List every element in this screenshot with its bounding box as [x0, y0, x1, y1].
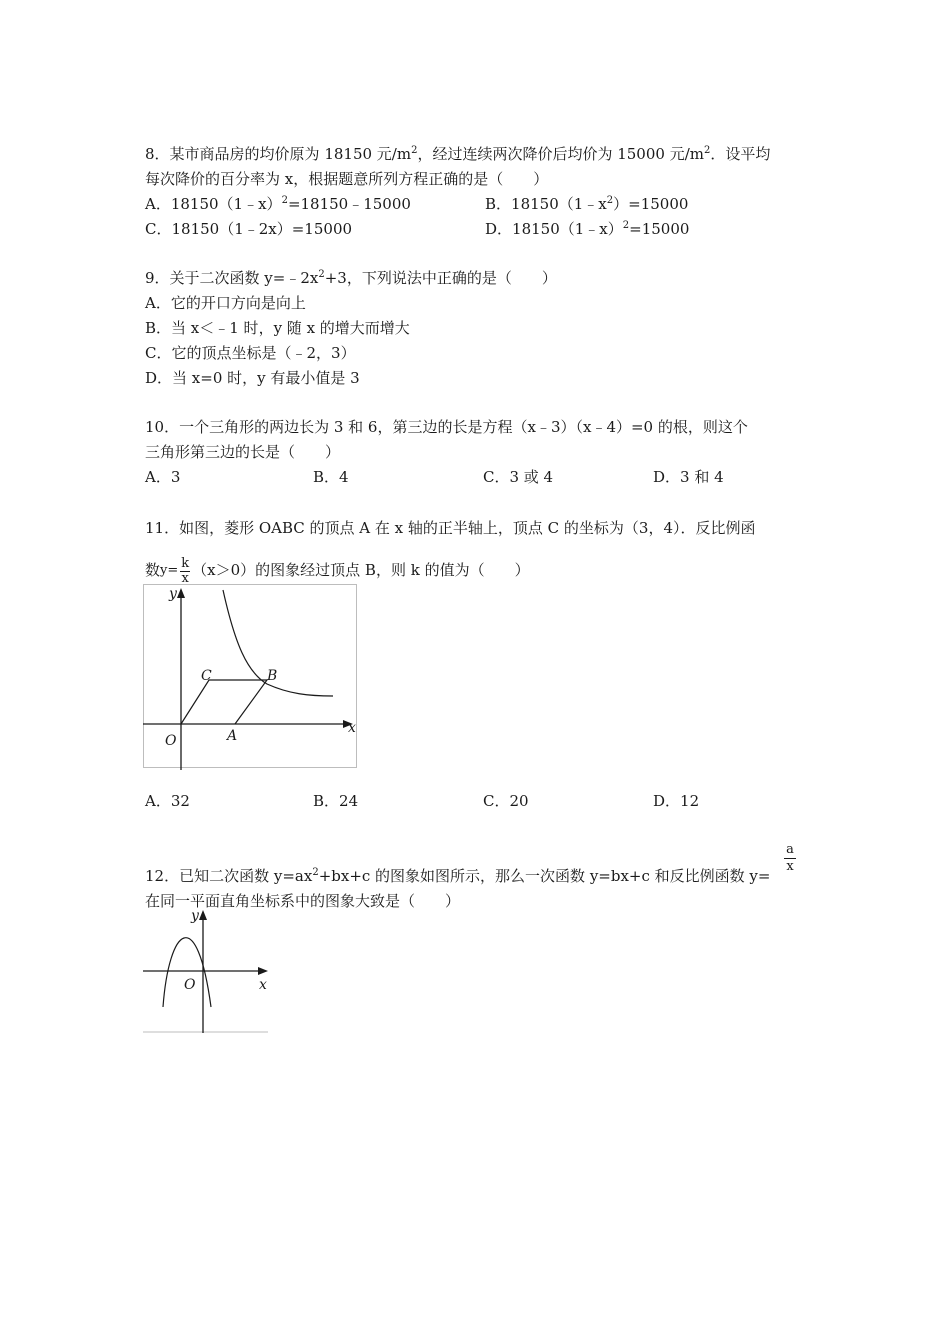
q12-stem-line2: 在同一平面直角坐标系中的图象大致是（ ） [145, 892, 461, 910]
q8-option-a-text: =18150﹣15000 [287, 195, 411, 213]
q8-option-b-sup: 2 [606, 195, 614, 206]
q11-y-arrow [177, 588, 185, 598]
q8-option-a-sup: 2 [281, 195, 288, 206]
q8-option-a [145, 194, 411, 214]
q8-option-c: C．18150（1﹣2x）=15000 [145, 220, 353, 238]
q11-frac-lhs: y= [160, 563, 179, 578]
q8-option-b-text: B．18150（1﹣x [485, 195, 607, 213]
q11-label-c: C [201, 668, 212, 684]
q12-label-x: x [259, 977, 267, 993]
q9-option-c: C．它的顶点坐标是（﹣2，3） [145, 344, 356, 362]
q10-option-d: D．3 和 4 [653, 468, 724, 486]
q11-rhombus [181, 680, 267, 724]
q8-option-d-sup: 2 [622, 220, 630, 231]
q12-sup: 2 [312, 867, 319, 878]
q12-x-arrow [258, 967, 268, 975]
q9-sup: 2 [318, 269, 325, 280]
q11-label-b: B [267, 668, 278, 684]
q12-text: +bx+c 的图象如图所示，那么一次函数 y=bx+c 和反比例函数 y= [318, 867, 771, 885]
q11-label-x: x [348, 720, 356, 736]
q11-stem-line1: 11．如图，菱形 OABC 的顶点 A 在 x 轴的正半轴上，顶点 C 的坐标为（3，4）．反比例函 [145, 519, 756, 537]
q11-label-o: O [165, 733, 177, 749]
q8-option-d [485, 219, 689, 239]
q11-label-y: y [169, 586, 177, 602]
q11-text: 数 [145, 561, 161, 579]
q10-stem-line1: 10．一个三角形的两边长为 3 和 6，第三边的长是方程（x﹣3）（x﹣4）=0 的根，则这个 [145, 418, 748, 436]
q8-stem-line1 [145, 144, 770, 164]
q9-stem [145, 268, 557, 288]
q11-fraction [180, 557, 190, 586]
q11-frac-num: k [181, 555, 190, 571]
q8-option-a-text: A．18150（1﹣x） [145, 195, 282, 213]
q12-y-arrow [199, 910, 207, 920]
q8-text: 8．某市商品房的均价原为 18150 元/m [145, 145, 412, 163]
q9-text: +3，下列说法中正确的是（ ） [324, 269, 557, 287]
q8-option-b-text: ）=15000 [613, 195, 689, 213]
q10-stem-line2: 三角形第三边的长是（ ） [145, 443, 341, 461]
q8-text: ，经过连续两次降价后均价为 15000 元/m [417, 145, 704, 163]
q11-option-a: A．32 [145, 792, 190, 810]
q12-frac-num: a [784, 842, 796, 859]
q8-sup: 2 [411, 145, 418, 156]
q11-label-a: A [227, 728, 238, 744]
q12-parabola [163, 938, 211, 1007]
q8-option-d-text: =15000 [629, 220, 690, 238]
q11-option-c: C．20 [483, 792, 529, 810]
q12-frac-den: x [786, 859, 794, 874]
q10-option-b: B．4 [313, 468, 349, 486]
q11-frac-den: x [181, 570, 189, 586]
q12-fraction [784, 842, 796, 875]
q8-option-d-text: D．18150（1﹣x） [485, 220, 623, 238]
q9-text: 9．关于二次函数 y=﹣2x [145, 269, 319, 287]
q12-label-o: O [184, 977, 196, 993]
q10-option-a: A．3 [145, 468, 181, 486]
q8-text: ．设平均 [710, 145, 771, 163]
q12-figure [143, 907, 271, 1035]
q11-text: （x＞0）的图象经过顶点 B，则 k 的值为（ ） [192, 561, 530, 579]
q8-sup: 2 [704, 145, 711, 156]
q11-option-b: B．24 [313, 792, 359, 810]
q10-option-c: C．3 或 4 [483, 468, 554, 486]
q11-option-d: D．12 [653, 792, 700, 810]
q8-option-b [485, 194, 688, 214]
q9-option-b: B．当 x＜﹣1 时，y 随 x 的增大而增大 [145, 319, 410, 337]
q8-stem-line2: 每次降价的百分率为 x，根据题意所列方程正确的是（ ） [145, 170, 549, 188]
q9-option-a: A．它的开口方向是向上 [145, 294, 306, 312]
q12-text: 12．已知二次函数 y=ax [145, 867, 313, 885]
q12-label-y: y [191, 908, 199, 924]
q12-stem-line1 [145, 866, 770, 886]
q9-option-d: D．当 x=0 时，y 有最小值是 3 [145, 369, 360, 387]
q11-figure [143, 584, 359, 770]
